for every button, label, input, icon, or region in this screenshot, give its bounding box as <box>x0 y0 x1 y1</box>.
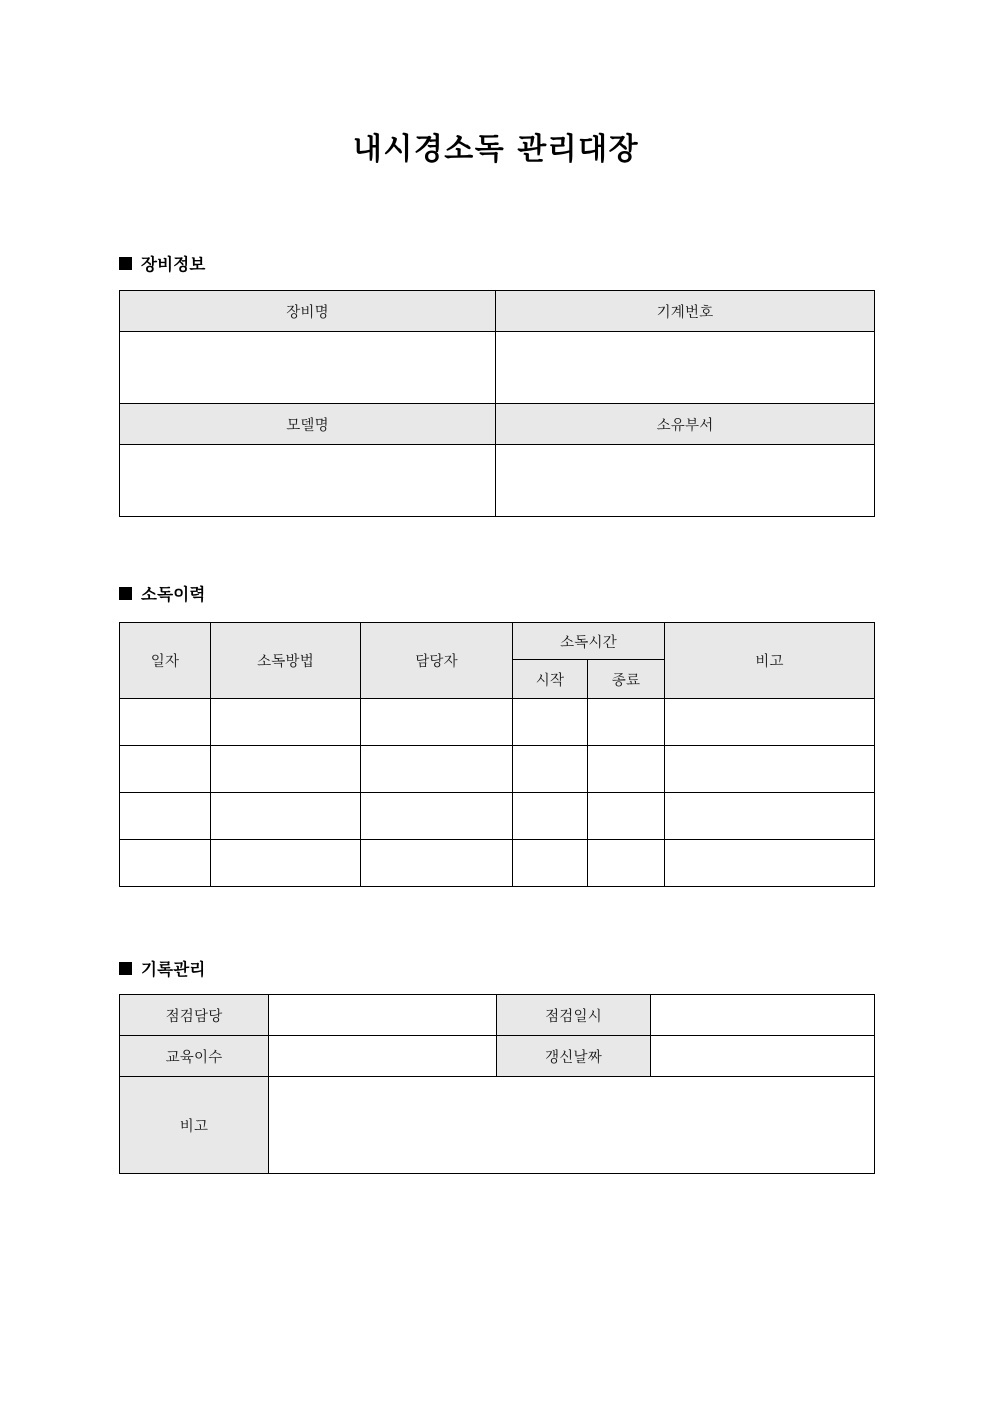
owning-department-input-cell[interactable] <box>496 445 875 517</box>
renewal-date-value-cell[interactable] <box>651 1036 875 1077</box>
table-row <box>120 995 875 1036</box>
history-remarks-cell[interactable] <box>665 793 875 840</box>
history-start-cell[interactable] <box>513 793 588 840</box>
history-start-cell[interactable] <box>513 746 588 793</box>
table-row <box>120 445 875 517</box>
history-date-cell[interactable] <box>120 840 211 887</box>
inspection-datetime-value-cell[interactable] <box>651 995 875 1036</box>
equipment-name-input-cell[interactable] <box>120 332 496 404</box>
disinfection-history-table <box>119 622 875 887</box>
record-remarks-value-cell[interactable] <box>269 1077 875 1174</box>
model-name-input-cell[interactable] <box>120 445 496 517</box>
history-method-header: 소독방법 <box>211 623 361 699</box>
section-heading-record-label: 기록관리 <box>141 960 206 979</box>
history-person-cell[interactable] <box>361 840 513 887</box>
record-management-table <box>119 994 875 1174</box>
table-row <box>120 332 875 404</box>
machine-number-input-cell[interactable] <box>496 332 875 404</box>
history-method-cell[interactable] <box>211 793 361 840</box>
table-header-row <box>120 623 875 660</box>
table-row <box>120 1077 875 1174</box>
machine-number-header: 기계번호 <box>496 291 875 332</box>
square-bullet-icon <box>119 587 132 600</box>
history-person-header: 담당자 <box>361 623 513 699</box>
history-start-cell[interactable] <box>513 840 588 887</box>
table-row <box>120 1036 875 1077</box>
inspection-datetime-label: 점검일시 <box>497 995 651 1036</box>
owning-department-header: 소유부서 <box>496 404 875 445</box>
table-row <box>120 746 875 793</box>
history-method-cell[interactable] <box>211 746 361 793</box>
history-method-cell[interactable] <box>211 840 361 887</box>
section-heading-equipment-label: 장비정보 <box>141 255 206 274</box>
history-remarks-cell[interactable] <box>665 840 875 887</box>
history-time-start-header: 시작 <box>513 660 588 699</box>
square-bullet-icon <box>119 257 132 270</box>
table-row <box>120 699 875 746</box>
history-person-cell[interactable] <box>361 699 513 746</box>
history-method-cell[interactable] <box>211 699 361 746</box>
record-remarks-label: 비고 <box>120 1077 269 1174</box>
table-row <box>120 291 875 332</box>
section-heading-equipment <box>119 251 206 275</box>
training-completion-label: 교육이수 <box>120 1036 269 1077</box>
history-end-cell[interactable] <box>588 746 665 793</box>
model-name-header: 모델명 <box>120 404 496 445</box>
section-heading-history-label: 소독이력 <box>141 585 206 604</box>
history-end-cell[interactable] <box>588 793 665 840</box>
square-bullet-icon <box>119 962 132 975</box>
history-time-group-header: 소독시간 <box>513 623 665 660</box>
table-row <box>120 840 875 887</box>
history-start-cell[interactable] <box>513 699 588 746</box>
history-date-cell[interactable] <box>120 699 211 746</box>
history-person-cell[interactable] <box>361 746 513 793</box>
history-end-cell[interactable] <box>588 840 665 887</box>
section-heading-record <box>119 956 206 980</box>
table-row <box>120 793 875 840</box>
equipment-info-table <box>119 290 875 517</box>
page-title: 내시경소독 관리대장 <box>352 132 640 167</box>
history-remarks-cell[interactable] <box>665 746 875 793</box>
table-row <box>120 404 875 445</box>
equipment-name-header: 장비명 <box>120 291 496 332</box>
history-date-cell[interactable] <box>120 793 211 840</box>
history-date-header: 일자 <box>120 623 211 699</box>
renewal-date-label: 갱신날짜 <box>497 1036 651 1077</box>
history-remarks-header: 비고 <box>665 623 875 699</box>
section-heading-history <box>119 581 206 605</box>
inspector-label: 점검담당 <box>120 995 269 1036</box>
training-completion-value-cell[interactable] <box>269 1036 497 1077</box>
history-remarks-cell[interactable] <box>665 699 875 746</box>
inspector-value-cell[interactable] <box>269 995 497 1036</box>
history-person-cell[interactable] <box>361 793 513 840</box>
history-time-end-header: 종료 <box>588 660 665 699</box>
history-end-cell[interactable] <box>588 699 665 746</box>
history-date-cell[interactable] <box>120 746 211 793</box>
